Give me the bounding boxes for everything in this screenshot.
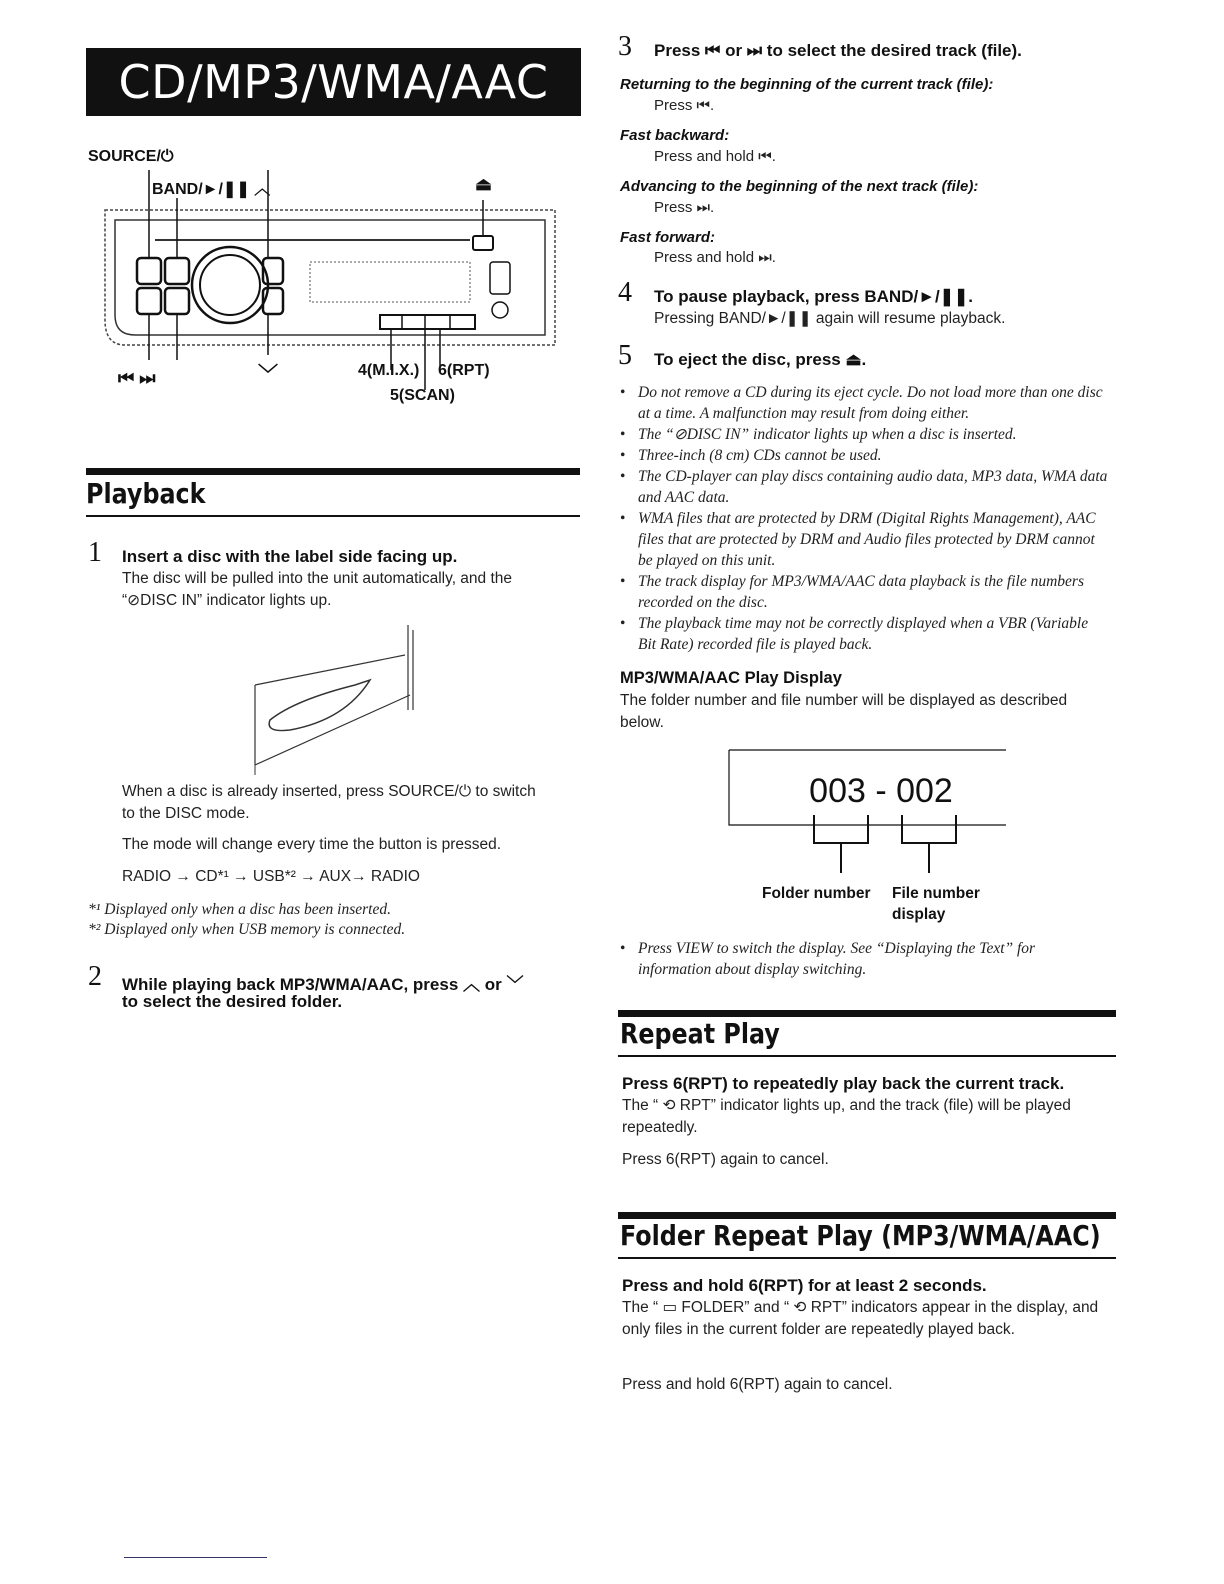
down-label: ﹀ — [258, 364, 278, 386]
footnote: *² Displayed only when USB memory is connected. — [88, 921, 406, 938]
band-button-label: BAND/►/❚❚ ︿ — [152, 181, 271, 198]
step-heading: Press 6(RPT) to repeatedly play back the current track. — [622, 1074, 1065, 1093]
instruction: Press and hold ⏮. — [654, 148, 776, 165]
playback-heading: Playback — [86, 477, 206, 510]
page-title: CD/MP3/WMA/AAC — [86, 48, 581, 116]
step-heading: to select the desired folder. — [122, 992, 343, 1011]
body-text: Press 6(RPT) again to cancel. — [622, 1151, 829, 1168]
notes-list — [618, 382, 1108, 655]
folder-repeat-heading: Folder Repeat Play (MP3/WMA/AAC) — [620, 1219, 1101, 1252]
subheading: Fast backward: — [620, 127, 730, 144]
play-display-illustration — [726, 745, 1011, 880]
file-number-label: File number — [892, 885, 980, 902]
step-number: 2 — [88, 961, 102, 992]
step-heading: While playing back MP3/WMA/AAC, press ︿ or ﹀ — [122, 975, 524, 994]
step-heading: Press ⏮ or ⏭ to select the desired track (file). — [654, 41, 1022, 60]
notes-list — [618, 938, 1108, 980]
folder-number-label: Folder number — [762, 885, 871, 902]
body-text: The “ ⟲ RPT” indicator lights up, and the track (file) will be played repeatedly. — [622, 1097, 1071, 1136]
note-item: • Do not remove a CD during its eject cycle. Do not load more than one disc at a time. A malfunction may result from doing either. — [618, 382, 1108, 424]
file-number-label: display — [892, 906, 946, 923]
instruction: Press and hold ⏭. — [654, 249, 776, 266]
section-bar — [86, 468, 580, 475]
body-text: The mode will change every time the button is pressed. — [122, 836, 502, 853]
section-bar — [618, 1010, 1116, 1017]
instruction: Press ⏮. — [654, 97, 715, 114]
note-item: • The track display for MP3/WMA/AAC data playback is the file numbers recorded on the disc. — [618, 571, 1108, 613]
subheading: Advancing to the beginning of the next track (file): — [620, 178, 979, 195]
mode-sequence: RADIO → CD*¹ → USB*² → AUX→ RADIO — [122, 868, 420, 885]
step-heading: Insert a disc with the label side facing up. — [122, 547, 458, 566]
head-unit-diagram — [95, 170, 565, 390]
step-heading: To pause playback, press BAND/►/❚❚. — [654, 287, 973, 306]
step-heading: To eject the disc, press ⏏. — [654, 350, 867, 369]
step-number: 3 — [618, 31, 632, 62]
display-readout: 003 - 002 — [809, 772, 953, 810]
mix-label: 4(M.I.X.) — [358, 362, 420, 379]
subsection-heading: MP3/WMA/AAC Play Display — [620, 669, 842, 687]
section-rule — [86, 515, 580, 517]
body-text: The folder number and file number will be displayed as described below. — [620, 692, 1068, 731]
step-body: The disc will be pulled into the unit automatically, and the — [122, 570, 513, 587]
section-rule — [618, 1257, 1116, 1259]
note-item: • The playback time may not be correctly displayed when a VBR (Variable Bit Rate) recorded file is played back. — [618, 613, 1108, 655]
scan-label: 5(SCAN) — [390, 387, 455, 404]
note-item: • The “⊘DISC IN” indicator lights up when a disc is inserted. — [618, 424, 1108, 445]
section-bar — [618, 1212, 1116, 1219]
subheading: Returning to the beginning of the current track (file): — [620, 76, 994, 93]
repeat-heading: Repeat Play — [620, 1017, 780, 1050]
prev-next-label: ⏮ ⏭ — [118, 368, 156, 388]
note-item: • Press VIEW to switch the display. See “Displaying the Text” for information about display switching. — [618, 938, 1108, 980]
note-item: • WMA files that are protected by DRM (Digital Rights Management), AAC files that are protected by DRM and Audio files protected by DRM cannot be played on this unit. — [618, 508, 1108, 571]
step-number: 1 — [88, 537, 102, 568]
section-rule — [618, 1055, 1116, 1057]
footer-rule — [124, 1557, 267, 1558]
rpt-label: 6(RPT) — [438, 362, 490, 379]
step-body: Pressing BAND/►/❚❚ again will resume playback. — [654, 310, 1006, 327]
note-item: • Three-inch (8 cm) CDs cannot be used. — [618, 445, 1108, 466]
footnote: *¹ Displayed only when a disc has been inserted. — [88, 901, 391, 918]
step-number: 4 — [618, 277, 632, 308]
body-text: to the DISC mode. — [122, 805, 250, 822]
eject-button-label: ⏏ — [475, 174, 493, 194]
step-number: 5 — [618, 340, 632, 371]
body-text: The “ ▭ FOLDER” and “ ⟲ RPT” indicators appear in the display, and only files in the current folder are repeatedly played back. — [622, 1299, 1099, 1338]
step-heading: Press and hold 6(RPT) for at least 2 seconds. — [622, 1276, 987, 1295]
step-body: “⊘DISC IN” indicator lights up. — [122, 592, 332, 609]
note-item: • The CD-player can play discs containing audio data, MP3 data, WMA data and AAC data. — [618, 466, 1108, 508]
source-button-label: SOURCE/⏻ — [88, 148, 174, 165]
disc-insert-illustration — [250, 625, 420, 775]
subheading: Fast forward: — [620, 229, 716, 246]
instruction: Press ⏭. — [654, 199, 715, 216]
body-text: When a disc is already inserted, press SOURCE/⏻ to switch — [122, 783, 536, 800]
body-text: Press and hold 6(RPT) again to cancel. — [622, 1376, 893, 1393]
